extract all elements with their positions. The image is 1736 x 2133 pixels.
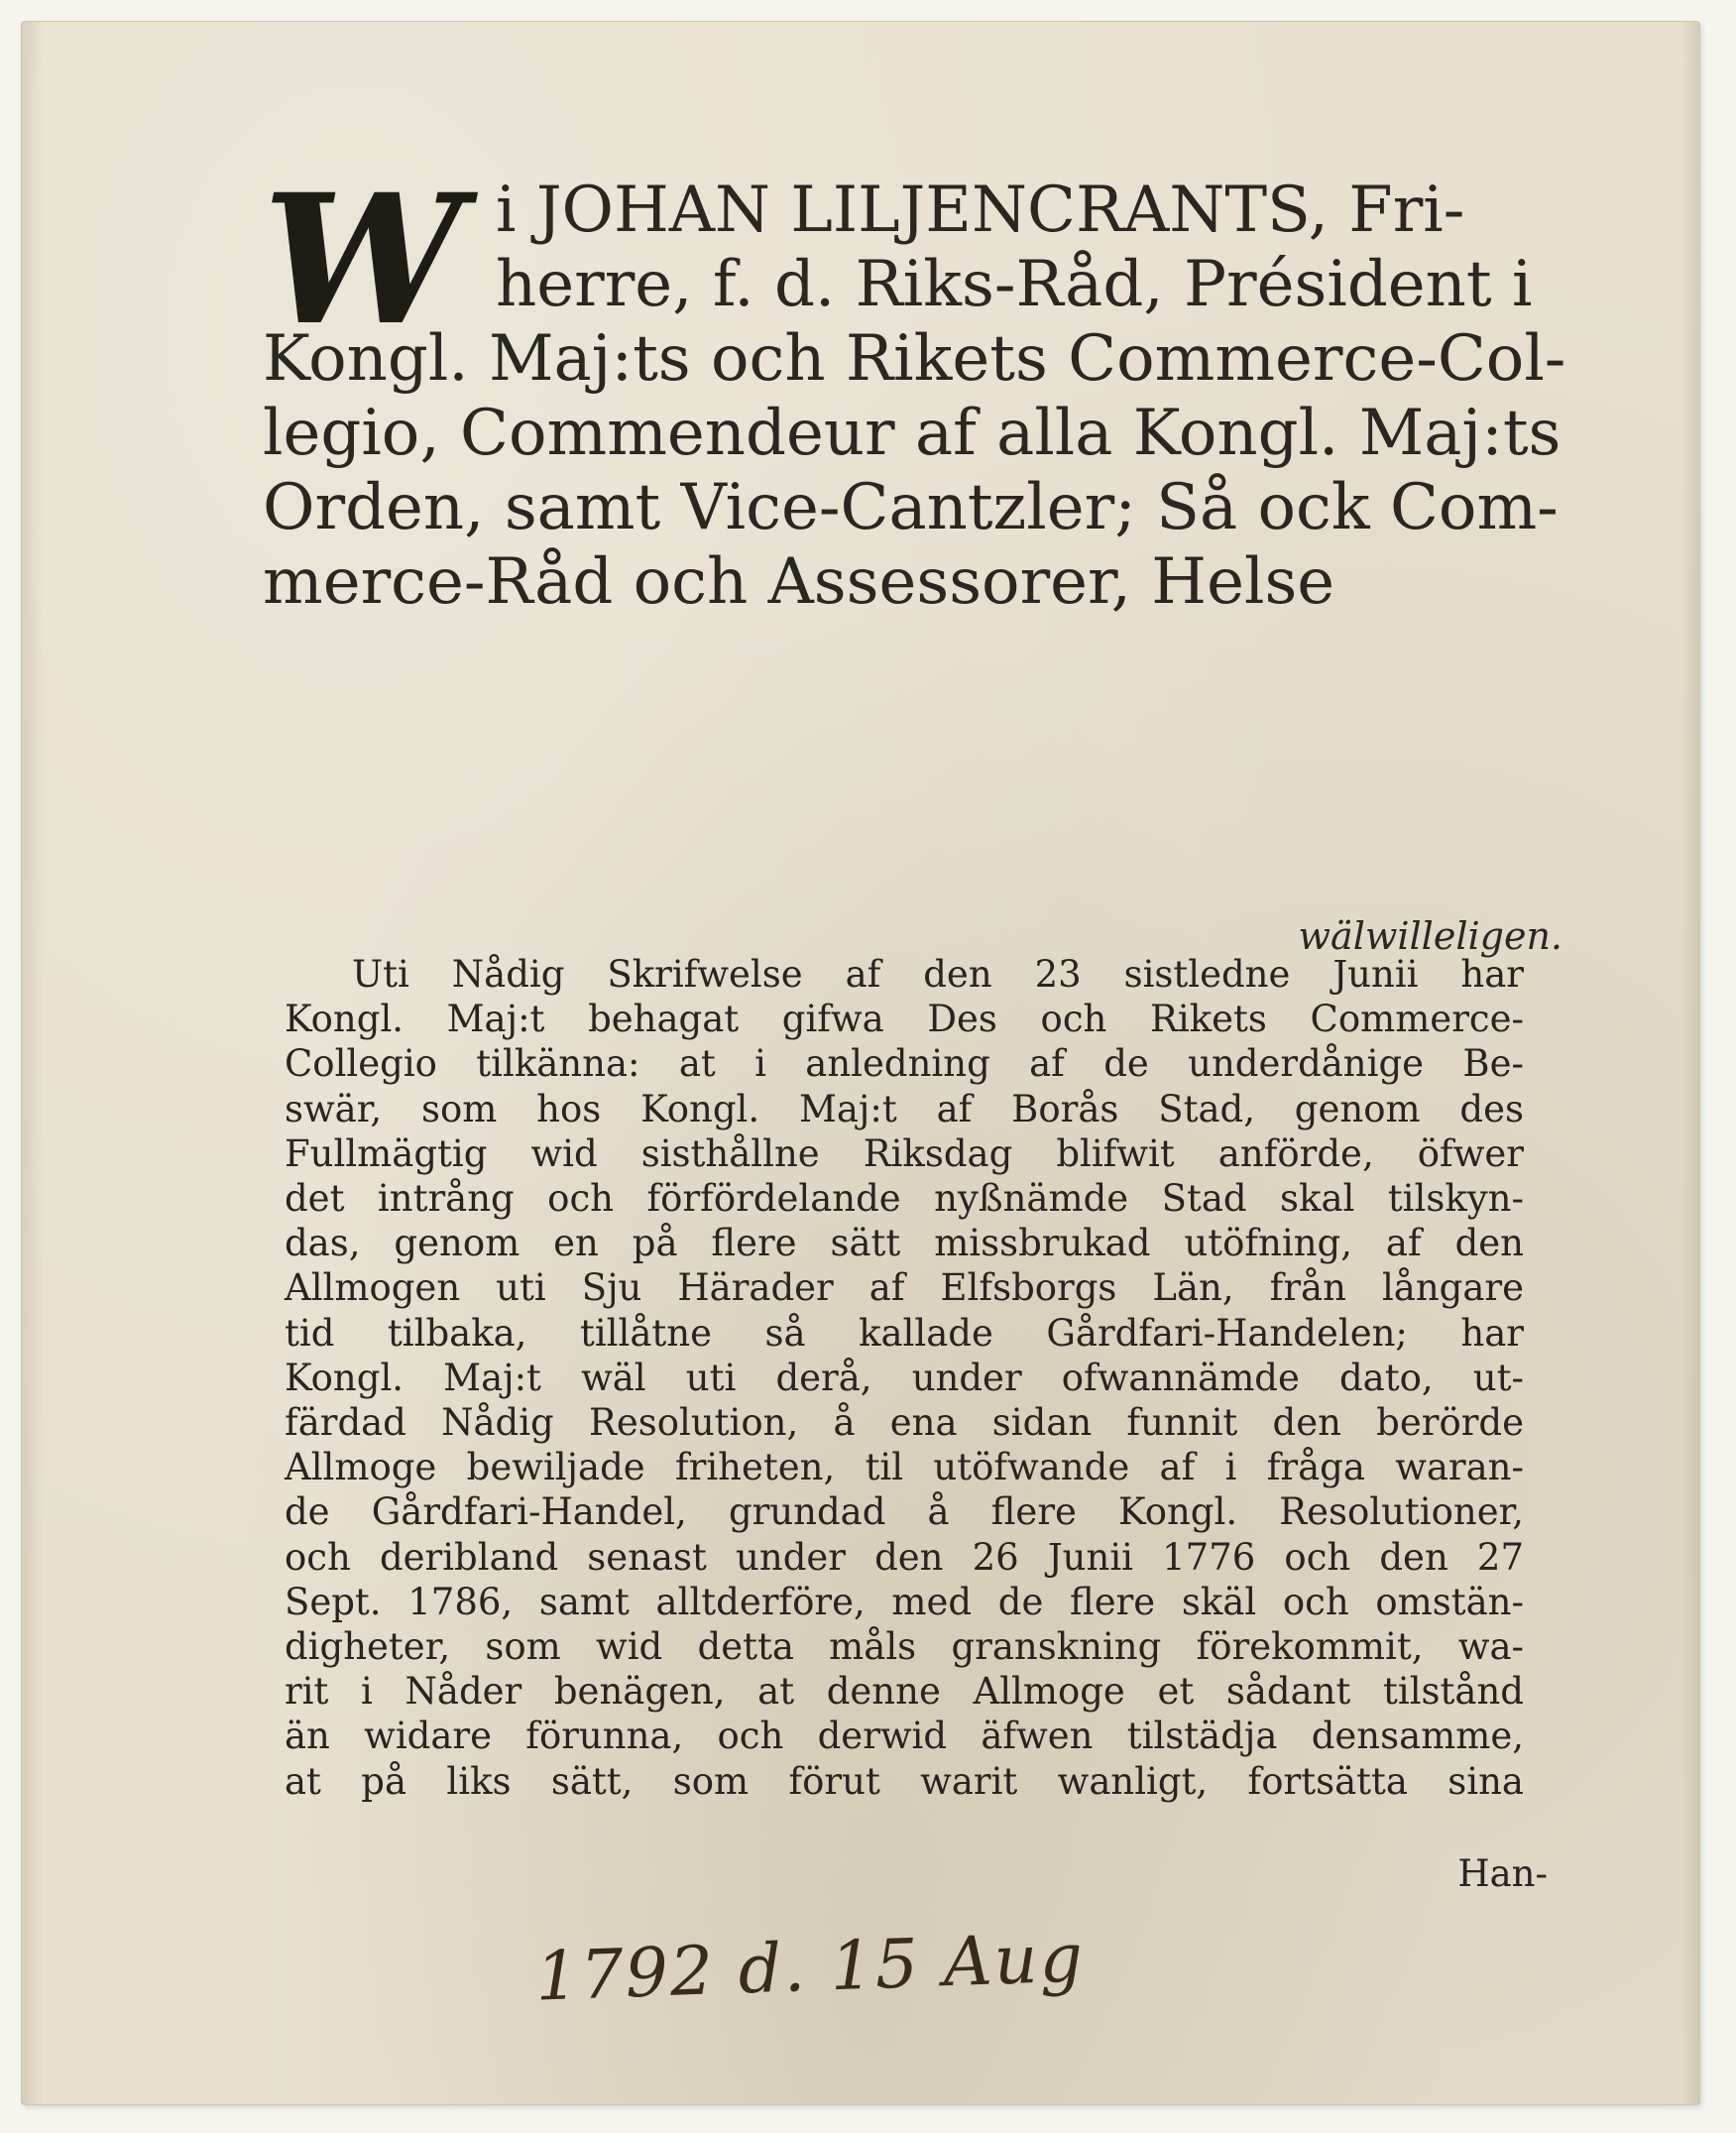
body-line: och deribland senast under den 26 Junii 1776 och den 27 (285, 1535, 1524, 1579)
body-line: Kongl. Maj:t behagat gifwa Des och Rikets Commerce- (285, 998, 1524, 1041)
page-edge-left (22, 22, 44, 2104)
header-line: i JOHAN LILJENCRANTS, Fri- (496, 174, 1465, 247)
header-text (263, 156, 1566, 620)
body-line: färdad Nådig Resolution, å ena sidan funnit den berörde (285, 1401, 1524, 1445)
body-line: Allmogen uti Sju Härader af Elfsborgs Län, från långare (285, 1266, 1524, 1310)
page-edge-right (1681, 22, 1699, 2104)
closing-word: wälwilleligen. (1298, 914, 1562, 958)
body-line: Uti Nådig Skrifwelse af den 23 sistledne Junii har (352, 953, 1524, 996)
body-line: tid tilbaka, tillåtne så kallade Gårdfari-Handelen; har (285, 1311, 1524, 1355)
body-line: Kongl. Maj:t wäl uti derå, under ofwannämde dato, ut- (285, 1356, 1524, 1399)
body-line: Collegio tilkänna: at i anledning af de underdånige Be- (285, 1042, 1524, 1086)
body-line: digheter, som wid detta måls granskning förekommit, wa- (285, 1625, 1524, 1669)
header-line: Kongl. Maj:ts och Rikets Commerce-Col- (263, 322, 1566, 396)
body-line: det intrång och förfördelande nyßnämde Stad skal tilskyn- (285, 1177, 1524, 1221)
handwritten-note: 1792 d. 15 Aug (533, 1919, 1087, 2017)
body-line: swär, som hos Kongl. Maj:t af Borås Stad, genom des (285, 1087, 1524, 1130)
body-line: das, genom en på flere sätt missbrukad utöfning, af den (285, 1222, 1524, 1265)
decorative-initial: W (263, 156, 456, 365)
header-line: Orden, samt Vice-Cantzler; Så ock Com- (263, 471, 1559, 544)
body-line: Allmoge bewiljade friheten, til utöfwande af i fråga waran- (285, 1446, 1524, 1489)
header-line: herre, f. d. Riks-Råd, Président i (496, 248, 1533, 321)
body-line: de Gårdfari-Handel, grundad å flere Kongl. Resolutioner, (285, 1490, 1524, 1534)
body-line: rit i Nåder benägen, at denne Allmoge et sådant tilstånd (285, 1670, 1524, 1714)
body-line: Sept. 1786, samt alltderföre, med de flere skäl och omstän- (285, 1580, 1524, 1623)
header-line: legio, Commendeur af alla Kongl. Maj:ts (263, 397, 1562, 470)
body-line: Fullmägtig wid sisthållne Riksdag blifwit anförde, öfwer (285, 1131, 1524, 1175)
header-line: merce-Råd och Assessorer, Helse (263, 545, 1335, 619)
document-header (263, 156, 1566, 689)
body-line: at på liks sätt, som förut warit wanligt, fortsätta sina (285, 1759, 1524, 1803)
body-line: än widare förunna, och derwid äfwen tilstädja densamme, (285, 1715, 1524, 1758)
catchword: Han- (1457, 1852, 1548, 1895)
body-text (285, 952, 1524, 1804)
